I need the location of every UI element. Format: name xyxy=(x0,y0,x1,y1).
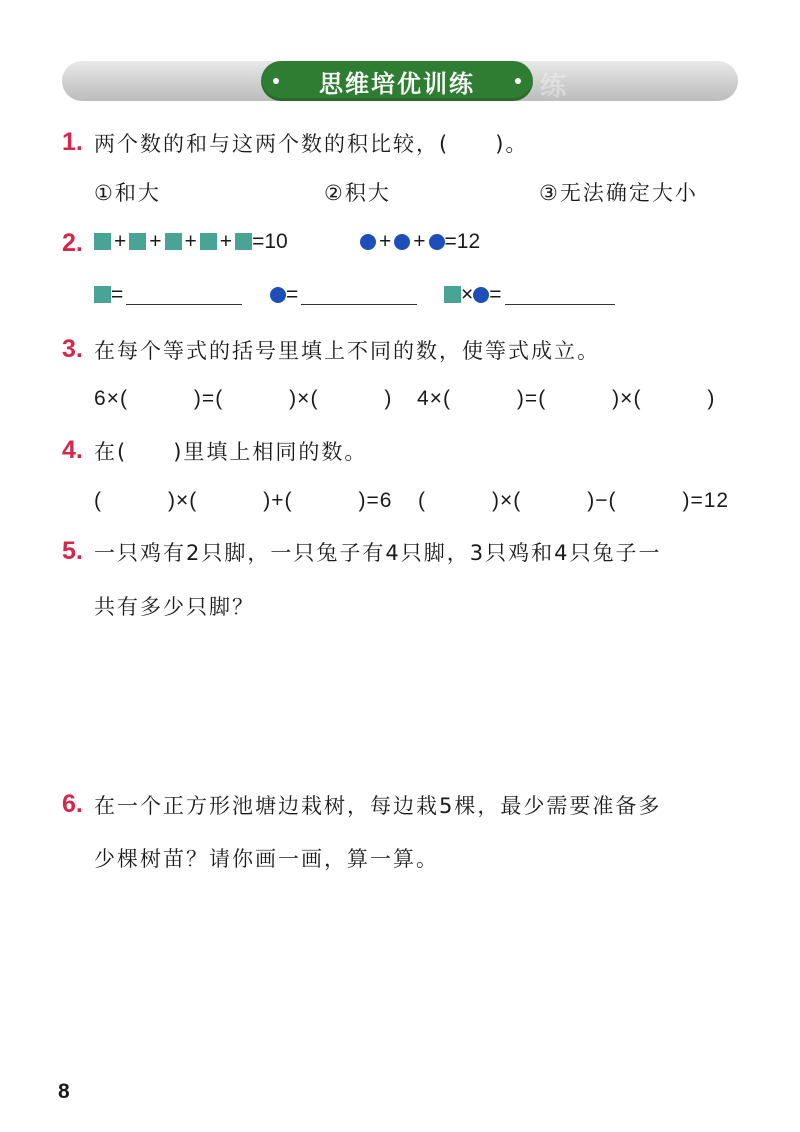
square-icon xyxy=(94,286,111,303)
question-text: 在每个等式的括号里填上不同的数，使等式成立。 xyxy=(94,339,600,363)
section-title: 思维培优训练 xyxy=(319,69,475,98)
bullet-dot-icon xyxy=(515,78,521,84)
question-number: 3. xyxy=(62,335,83,363)
header-ghost-text: 练 xyxy=(540,72,569,102)
equation-1: ( )×( )+( )=6 xyxy=(94,489,393,512)
answer-blank[interactable] xyxy=(126,286,242,305)
answer-blank[interactable] xyxy=(505,286,615,305)
equation-result: =10 xyxy=(252,230,288,253)
question-text-line-2: 少棵树苗？请你画一画，算一算。 xyxy=(94,847,439,871)
question-number: 6. xyxy=(62,790,83,818)
circle-icon xyxy=(429,234,445,250)
circle-icon xyxy=(270,287,286,303)
question-text-line-1: 一只鸡有2只脚，一只兔子有4只脚，3只鸡和4只兔子一 xyxy=(94,541,662,565)
square-icon xyxy=(235,233,252,250)
question-text: 在( )里填上相同的数。 xyxy=(94,440,368,464)
equation-1: 6×( )=( )×( ) xyxy=(94,387,393,410)
question-number: 4. xyxy=(62,436,83,464)
page-number: 8 xyxy=(58,1080,70,1103)
circle-icon xyxy=(394,234,410,250)
answer-square: = xyxy=(94,283,242,307)
square-equation: + + + + =10 xyxy=(94,230,288,254)
circle-equation: + + =12 xyxy=(360,230,480,254)
question-text: 两个数的和与这两个数的积比较，( )。 xyxy=(94,132,529,156)
circle-icon xyxy=(473,287,489,303)
equation-2: 4×( )=( )×( ) xyxy=(417,387,716,410)
question-number: 5. xyxy=(62,537,83,565)
square-icon xyxy=(94,233,111,250)
bullet-dot-icon xyxy=(273,78,279,84)
question-text-line-1: 在一个正方形池塘边栽树，每边栽5棵，最少需要准备多 xyxy=(94,794,662,818)
option-a: ①和大 xyxy=(94,181,161,205)
option-c: ③无法确定大小 xyxy=(539,181,698,205)
answer-blank[interactable] xyxy=(301,286,417,305)
square-icon xyxy=(200,233,217,250)
square-icon xyxy=(165,233,182,250)
option-b: ②积大 xyxy=(324,181,391,205)
question-number: 1. xyxy=(62,128,83,156)
square-icon xyxy=(444,286,461,303)
question-number: 2. xyxy=(62,229,83,257)
answer-circle: = xyxy=(270,283,417,307)
equation-2: ( )×( )−( )=12 xyxy=(418,489,730,512)
circle-icon xyxy=(360,234,376,250)
question-text-line-2: 共有多少只脚？ xyxy=(94,595,255,619)
square-icon xyxy=(129,233,146,250)
header-banner xyxy=(261,61,533,101)
equation-result: =12 xyxy=(444,230,481,253)
answer-product: × = xyxy=(444,283,615,307)
